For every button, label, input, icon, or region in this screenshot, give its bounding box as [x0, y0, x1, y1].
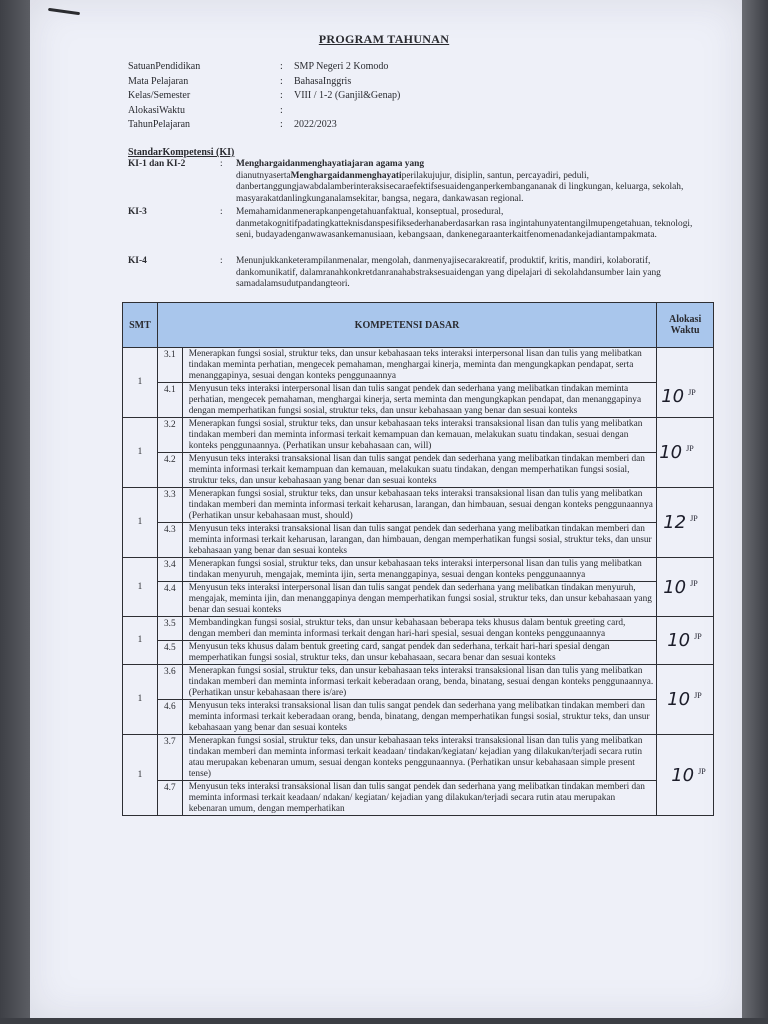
alokasi-cell [657, 488, 714, 558]
kd-text: Menerapkan fungsi sosial, struktur teks, dan unsur kebahasaan teks interaksi transaksional lisan dan tulis yang melibatkan tindakan memberi dan meminta informasi terkait keharusan, larangan, dan himbauan, sesuai dengan konteks penggunaannya (Perhatikan unsur kebahasaan must, should) [182, 488, 657, 523]
table-row [123, 488, 714, 523]
background-bottom-edge [0, 1018, 768, 1024]
ki-text-b: perilakujujur, disiplin, santun, percayadiri, peduli, danbertanggungjawabdalamberinteraksisecaraefektifsesuaidenganperkembangananak di lingkungan, keluarga, sekolah, masyarakatdanlingkunganalamsekitar, bangsa, negara, dankawasan regional. [236, 170, 684, 204]
kd-text: Menerapkan fungsi sosial, struktur teks, dan unsur kebahasaan teks interaksi interpersonal lisan dan tulis yang melibatkan tindakan menyuruh, mengajak, meminta ijin, serta menanggapinya, sesuai dengan konteks penggunaannya [182, 558, 657, 582]
jp-unit: JP [698, 766, 706, 776]
table-row [123, 641, 714, 665]
ki-3 [128, 207, 706, 242]
smt-cell: 1 [123, 617, 158, 665]
meta-key: AlokasiWaktu [128, 104, 185, 116]
meta-colon: : [280, 90, 283, 101]
table-row [123, 383, 714, 418]
handwritten-jp [667, 689, 702, 710]
meta-colon: : [280, 61, 283, 72]
smt-cell: 1 [123, 418, 158, 488]
kd-number: 4.5 [157, 641, 182, 665]
kd-text: Menyusun teks interaksi interpersonal lisan dan tulis sangat pendek dan sederhana yang melibatkan tindakan meminta perhatian, mengecek pemahaman, menghargai kinerja, serta meminta dan mengungkapkan pendapat, dan menanggapinya dengan memperhatikan fungsi sosial, struktur teks, dan unsur kebahasaan yang benar dan sesuai konteks [182, 383, 657, 418]
handwritten-jp [659, 442, 694, 463]
kd-text: Membandingkan fungsi sosial, struktur teks, dan unsur kebahasaan beberapa teks khusus dalam bentuk greeting card, dengan memberi dan meminta informasi terkait dengan hari-hari spesial, sesuai dengan konteks penggunaannya [182, 617, 657, 641]
background-right-edge [742, 0, 768, 1024]
table-row [123, 348, 714, 383]
kd-text: Menerapkan fungsi sosial, struktur teks, dan unsur kebahasaan teks interaksi transaksional lisan dan tulis yang melibatkan tindakan memberi dan meminta informasi terkait kemampuan dan kemauan, melakukan suatu tindakan, sesuai dengan konteks penggunaannya. (Perhatikan unsur kebahasaan can, will) [182, 418, 657, 453]
meta-colon: : [280, 104, 283, 116]
kd-number: 3.6 [157, 665, 182, 700]
ki-bold-lead: Menghargaidanmenghayatiajaran agama yang [236, 159, 425, 169]
meta-row-alokasi [128, 104, 594, 119]
ki-heading: StandarKompetensi (KI) [128, 147, 235, 158]
ki-label: KI-4 [128, 256, 147, 266]
ki-colon: : [220, 207, 223, 217]
handwritten-jp [663, 512, 698, 533]
meta-colon: : [280, 75, 283, 87]
header-alokasi-waktu: Alokasi Waktu [657, 303, 714, 348]
kd-number: 4.4 [157, 582, 182, 617]
ki-text: Menunjukkanketerampilanmenalar, mengolah, danmenyajisecarakreatif, produktif, kritis, mandiri, kolaboratif, dankomunikatif, dalamranahkonkretdanranahabstraksesuaidengan yang dipelajari di sekolahdansumber lain yang samadalamsudutpandangteori. [236, 256, 661, 290]
background-left-edge [0, 0, 30, 1024]
table-row [123, 617, 714, 641]
kd-number: 4.3 [157, 523, 182, 558]
meta-row-satuan [128, 60, 594, 75]
kd-number: 4.2 [157, 453, 182, 488]
kd-text: Menyusun teks interaksi transaksional lisan dan tulis sangat pendek dan sederhana yang melibatkan tindakan memberi dan meminta informasi terkait kemampuan dan kemauan, melakukan suatu tindakan, dengan memperhatikan fungsi sosial, struktur teks, dan unsur kebahasaan yang benar dan sesuai konteks [182, 453, 657, 488]
ki-4 [128, 256, 706, 291]
kd-header-row [123, 303, 714, 348]
jp-unit: JP [686, 444, 694, 453]
smt-cell: 1 [123, 665, 158, 735]
kd-text: Menyusun teks interaksi transaksional lisan dan tulis sangat pendek dan sederhana yang melibatkan tindakan memberi dan meminta informasi terkait keharusan, larangan, dan himbauan, dengan memperhatikan fungsi sosial, struktur teks, dan unsur kebahasaan yang benar dan sesuai konteks [182, 523, 657, 558]
ki-colon: : [220, 159, 223, 169]
jp-unit: JP [694, 632, 702, 641]
header-smt: SMT [123, 303, 158, 348]
document-title: PROGRAM TAHUNAN [318, 32, 450, 46]
kd-number: 4.1 [157, 383, 182, 418]
kd-number: 3.4 [157, 558, 182, 582]
kd-text: Menerapkan fungsi sosial, struktur teks, dan unsur kebahasaan teks interaksi transaksional lisan dan tulis yang melibatkan tindakan memberi dan meminta informasi terkait keadaan/ tindakan/kegiatan/ kejadian yang dilakukan/terjadi secara rutin atau merupakan kebenaran umum, sesuai dengan konteks penggunaannya. (Perhatikan unsur kebahasaan simple present tense) [182, 735, 657, 781]
ki-text-a: dianutnyaserta [236, 170, 291, 181]
alokasi-cell [657, 665, 714, 735]
meta-colon: : [280, 119, 283, 130]
jp-unit: JP [690, 514, 698, 523]
alokasi-cell [657, 617, 714, 665]
kd-text: Menerapkan fungsi sosial, struktur teks, dan unsur kebahasaan teks interaksi transaksional lisan dan tulis yang melibatkan tindakan memberi dan meminta informasi terkait keberadaan orang, benda, binatang, sesuai dengan konteks penggunaannya. (Perhatikan unsur kebahasaan there is/are) [182, 665, 657, 700]
smt-cell: 1 [123, 735, 158, 816]
ki-1-2 [128, 159, 706, 205]
jp-unit: JP [694, 691, 702, 700]
kd-number: 3.7 [157, 735, 182, 781]
kd-text: Menyusun teks interaksi interpersonal lisan dan tulis sangat pendek dan sederhana yang melibatkan tindakan menyuruh, mengajak, meminta ijin, dan menanggapinya dengan memperhatikan fungsi sosial, struktur teks, dan unsur kebahasaan yang benar dan sesuai konteks [182, 582, 657, 617]
table-row [123, 523, 714, 558]
jp-value: 10 [661, 386, 685, 407]
handwritten-jp [671, 764, 706, 786]
kd-number: 3.5 [157, 617, 182, 641]
meta-row-tahun [128, 118, 594, 133]
ki-colon: : [220, 256, 223, 266]
meta-key: Kelas/Semester [128, 90, 191, 101]
kd-table-body [123, 348, 714, 816]
table-row [123, 700, 714, 735]
table-row [123, 781, 714, 816]
table-row [123, 453, 714, 488]
meta-key: SatuanPendidikan [128, 61, 201, 72]
kd-number: 3.1 [157, 348, 182, 383]
kd-text: Menyusun teks interaksi transaksional lisan dan tulis sangat pendek dan sederhana yang melibatkan tindakan memberi dan meminta informasi terkait keadaan/ ndakan/ kegiatan/ kejadian yang dilakukan/terjadi secara rutin atau merupakan kebenaran umum, dengan memperhatikan [182, 781, 657, 816]
table-row [123, 665, 714, 700]
table-row [123, 558, 714, 582]
alokasi-cell [657, 735, 714, 816]
header-kompetensi-dasar: KOMPETENSI DASAR [157, 303, 656, 348]
kd-text: Menerapkan fungsi sosial, struktur teks, dan unsur kebahasaan teks interaksi interpersonal lisan dan tulis yang melibatkan tindakan meminta perhatian, mengecek pemahaman, menghargai kinerja, meminta dan mengungkapkan pendapat, serta menanggapinya, sesuai dengan konteks penggunaannya [182, 348, 657, 383]
jp-value: 10 [663, 576, 687, 598]
kd-table [122, 302, 714, 816]
kd-number: 4.6 [157, 700, 182, 735]
jp-unit: JP [690, 578, 698, 588]
kd-number: 3.3 [157, 488, 182, 523]
kd-number: 3.2 [157, 418, 182, 453]
table-row [123, 418, 714, 453]
meta-value: SMP Negeri 2 Komodo [294, 61, 389, 72]
handwritten-jp [661, 386, 696, 407]
meta-key: TahunPelajaran [128, 119, 191, 130]
meta-value: BahasaInggris [294, 75, 352, 87]
smt-cell: 1 [123, 348, 158, 418]
table-row [123, 582, 714, 617]
kd-number: 4.7 [157, 781, 182, 816]
alokasi-cell [657, 418, 714, 488]
ki-label: KI-1 dan KI-2 [128, 159, 186, 169]
ki-text: Memahamidanmenerapkanpengetahuanfaktual, konseptual, prosedural, danmetakognitifpadatingkatteknisdanspesifiksederhanaberdasarkan rasa ingintahunyatentangilmupengetahuan, teknologi, seni, budayadenganwawasankemanusiaan, kebangsaan, dankenegaraanterkaitfenomenadankejadiantampakmata. [236, 207, 693, 241]
meta-key: Mata Pelajaran [128, 75, 189, 87]
ki-label: KI-3 [128, 207, 147, 217]
ki-bold-mid: Menghargaidanmenghayati [290, 170, 402, 181]
smt-cell: 1 [123, 488, 158, 558]
jp-value: 10 [659, 442, 683, 463]
handwritten-jp [667, 630, 702, 651]
smt-cell: 1 [123, 558, 158, 617]
jp-unit: JP [688, 388, 696, 397]
jp-value: 10 [667, 689, 691, 710]
jp-value: 10 [667, 630, 691, 651]
handwritten-jp [663, 576, 698, 598]
table-row [123, 735, 714, 781]
meta-value [294, 104, 594, 119]
identity-block [128, 60, 594, 133]
alokasi-cell [657, 558, 714, 617]
meta-row-kelas [128, 89, 594, 104]
kd-text: Menyusun teks interaksi transaksional lisan dan tulis sangat pendek dan sederhana yang melibatkan tindakan memberi dan meminta informasi terkait keberadaan orang, benda, binatang, dengan memperhatikan fungsi sosial, struktur teks, dan unsur kebahasaan yang benar dan sesuai konteks [182, 700, 657, 735]
jp-value: 12 [663, 512, 687, 533]
meta-row-mapel [128, 75, 594, 90]
alokasi-cell [657, 348, 714, 418]
meta-value: 2022/2023 [294, 119, 337, 130]
meta-value: VIII / 1-2 (Ganjil&Genap) [294, 90, 401, 101]
jp-value: 10 [671, 764, 695, 786]
kd-text: Menyusun teks khusus dalam bentuk greeting card, sangat pendek dan sederhana, terkait hari-hari spesial dengan memperhatikan fungsi sosial, struktur teks, dan unsur kebahasaan, secara benar dan sesuai konteks [182, 641, 657, 665]
ki-text [236, 159, 706, 205]
